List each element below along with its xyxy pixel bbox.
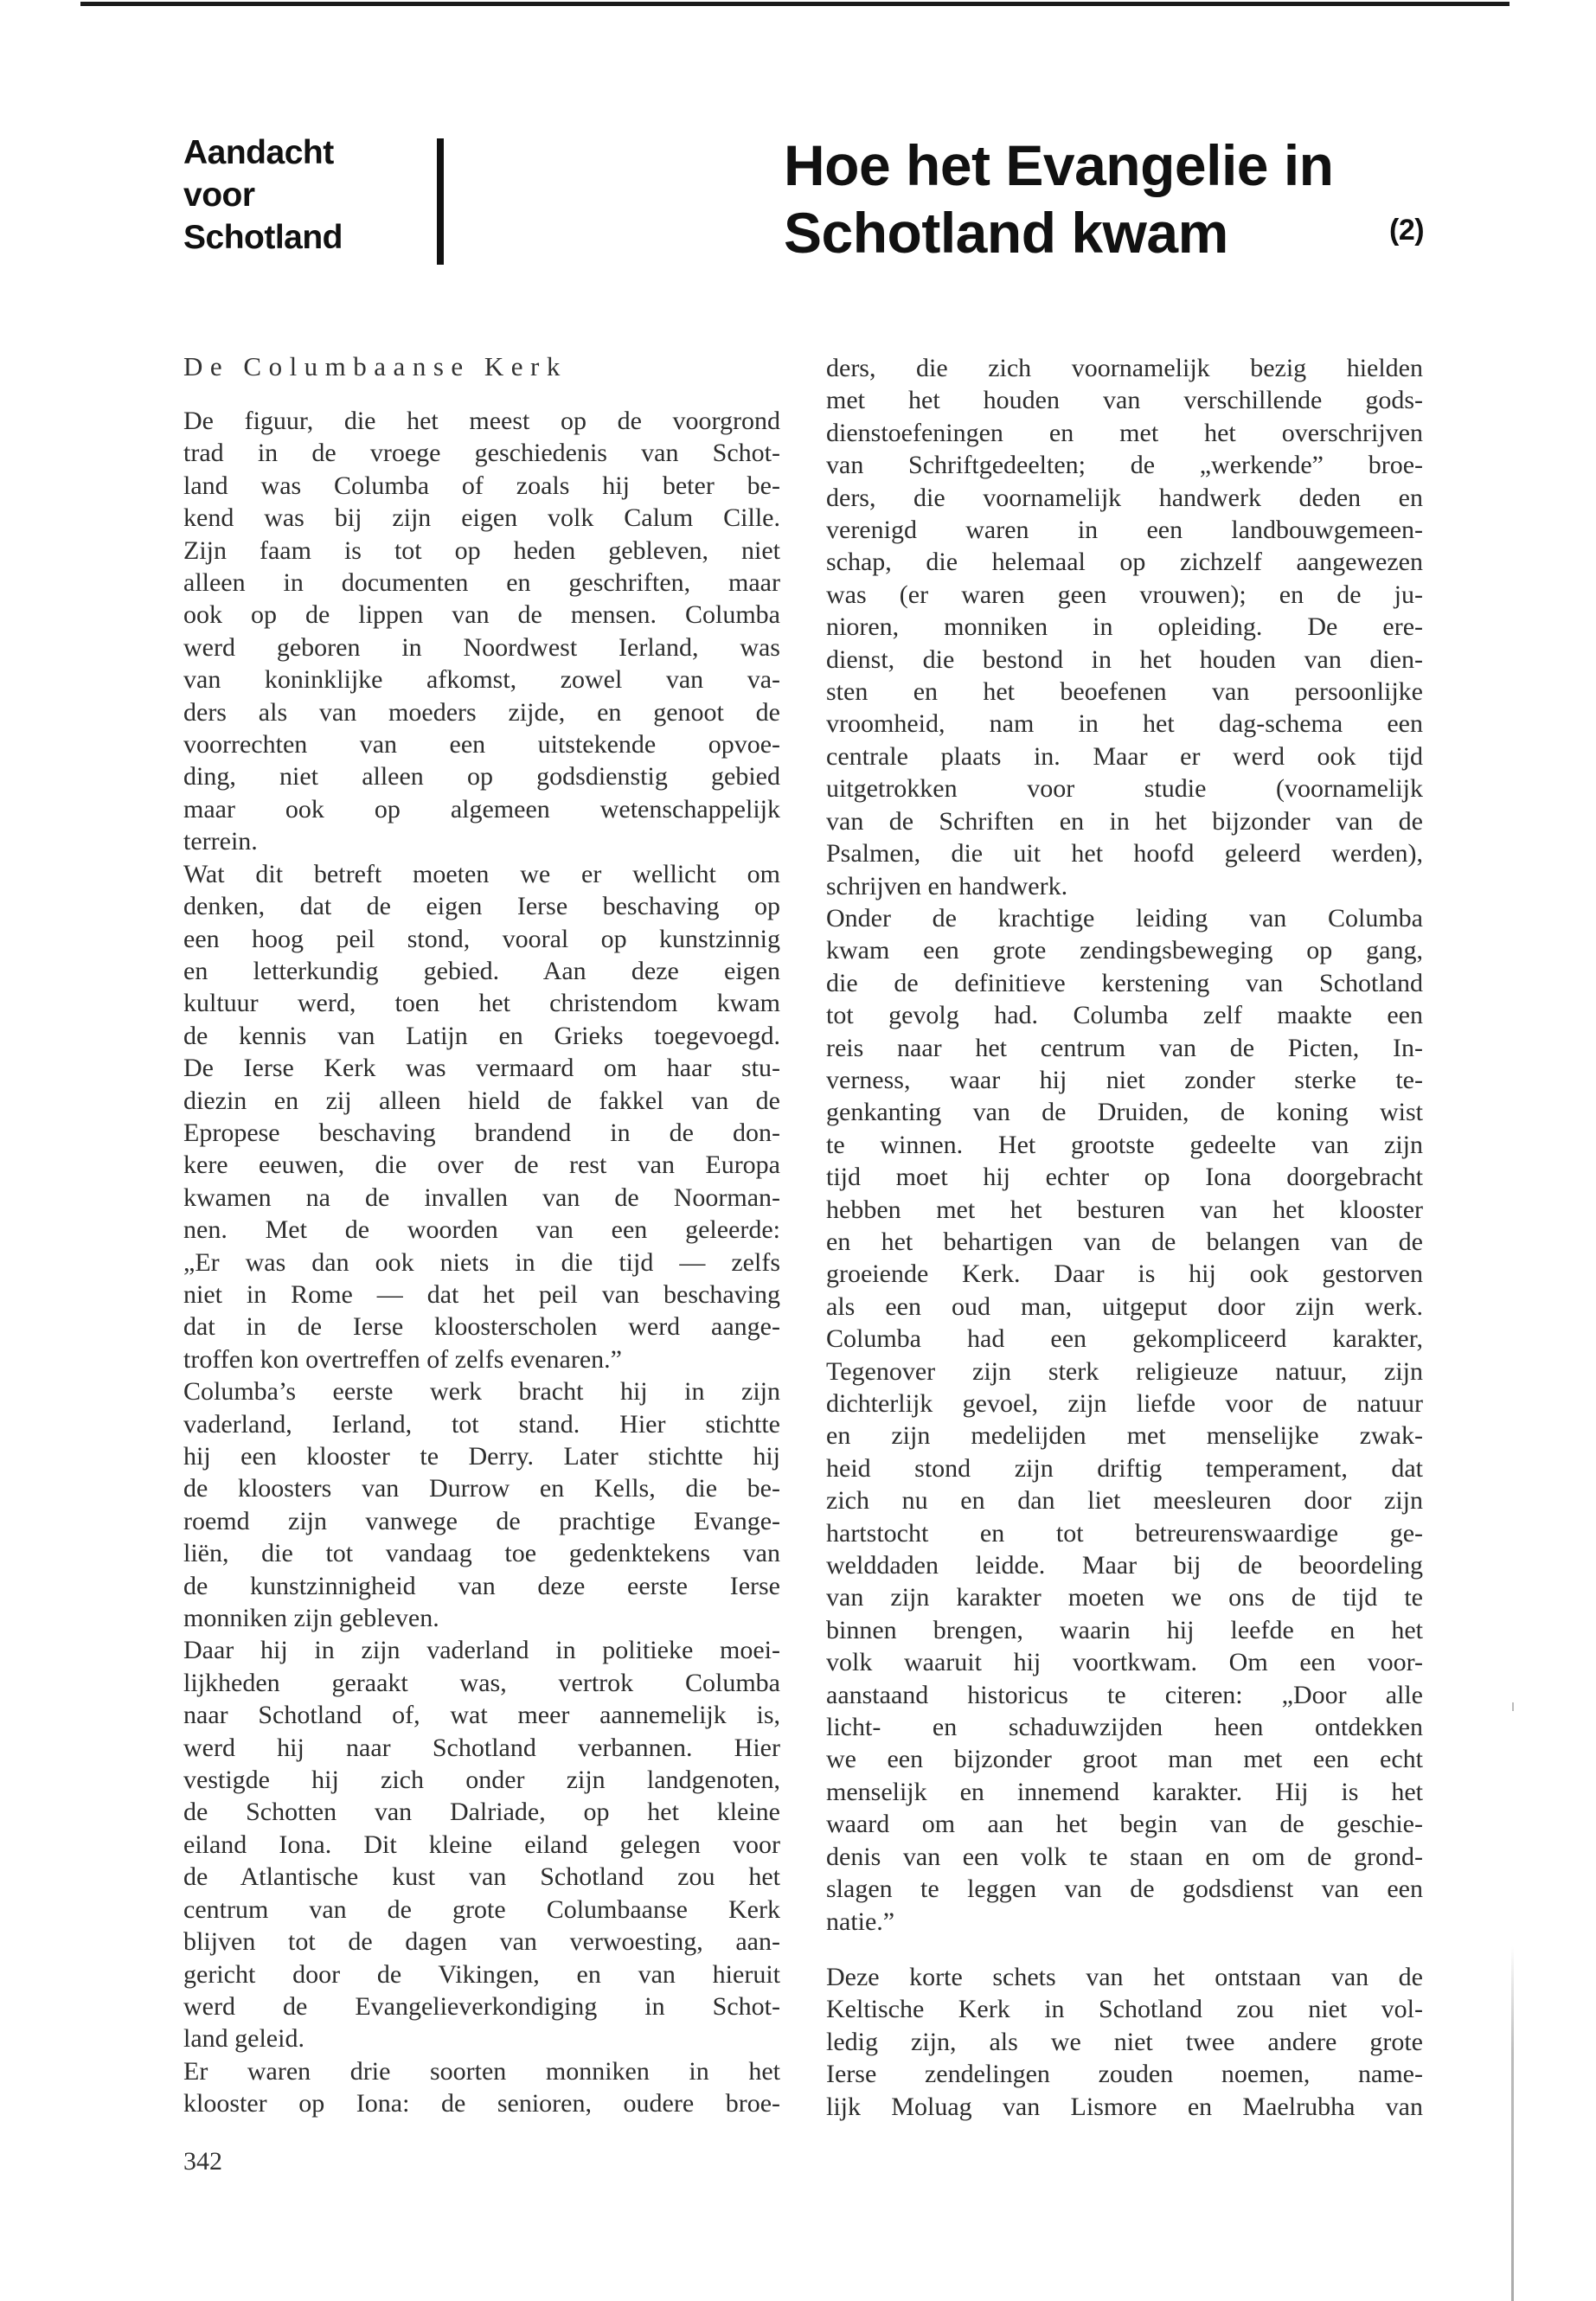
text-line: Deze korte schets van het ontstaan van de — [826, 1962, 1423, 1991]
page-number: 342 — [183, 2147, 222, 2176]
text-line: tot gevolg had. Columba zelf maakte een — [826, 1001, 1423, 1030]
text-line: van de Schriften en in het bijzonder van de — [826, 806, 1423, 836]
text-line: met het houden van verschillende gods- — [826, 386, 1423, 415]
paragraph — [183, 1375, 780, 1634]
text-line: werd geboren in Noordwest Ierland, was — [183, 632, 780, 662]
text-line: denken, dat de eigen Ierse beschaving op — [183, 892, 780, 921]
text-line: Psalmen, die uit het hoofd geleerd werden), — [826, 839, 1423, 868]
text-line: centrum van de grote Columbaanse Kerk — [183, 1894, 780, 1924]
section-heading: De Columbaanse Kerk — [183, 351, 567, 381]
title-part-number: (2) — [1389, 214, 1425, 247]
scan-speck — [1512, 1702, 1514, 1711]
text-line: kend was bij zijn eigen volk Calum Cille. — [183, 503, 780, 533]
text-line: dat in de Ierse kloosterscholen werd aange- — [183, 1312, 780, 1342]
text-line: werd hij naar Schotland verbannen. Hier — [183, 1733, 780, 1762]
text-line: van zijn karakter moeten we ons de tijd te — [826, 1583, 1423, 1612]
kicker-line: voor — [183, 176, 255, 214]
text-line: eiland Iona. Dit kleine eiland gelegen voor — [183, 1830, 780, 1859]
text-line: dienstoefeningen en met het overschrijven — [826, 418, 1423, 447]
text-line: maar ook op algemeen wetenschappelijk — [183, 794, 780, 824]
text-line: was (er waren geen vrouwen); en de ju- — [826, 580, 1423, 609]
text-line: dichterlijk gevoel, zijn liefde voor de natuur — [826, 1389, 1423, 1418]
text-line: monniken zijn gebleven. — [183, 1604, 439, 1633]
text-line: Er waren drie soorten monniken in het — [183, 2056, 780, 2086]
text-line: Keltische Kerk in Schotland zou niet vol- — [826, 1995, 1423, 2024]
text-line: voorrechten van een uitstekende opvoe- — [183, 730, 780, 760]
text-line: kere eeuwen, die over de rest van Europa — [183, 1150, 780, 1180]
paragraph — [183, 2055, 780, 2120]
text-line: vaderland, Ierland, tot stand. Hier stichtte — [183, 1409, 780, 1439]
text-line: kultuur werd, toen het christendom kwam — [183, 989, 780, 1018]
text-line: natie.” — [826, 1907, 895, 1936]
paragraph — [183, 405, 780, 858]
text-line: lijk Moluag van Lismore en Maelrubha van — [826, 2092, 1423, 2121]
text-line: kwamen na de invallen van de Noorman- — [183, 1183, 780, 1212]
text-line: en zijn medelijden met menselijke zwak- — [826, 1421, 1423, 1451]
text-line: binnen brengen, waarin hij leefde en het — [826, 1615, 1423, 1644]
text-line: terrein. — [183, 827, 258, 856]
text-line: klooster op Iona: de senioren, oudere broe- — [183, 2089, 780, 2118]
text-line: vroomheid, nam in het dag-schema een — [826, 709, 1423, 739]
scan-edge-shadow — [1511, 1946, 1514, 2301]
text-line: hij een klooster te Derry. Later stichtte hij — [183, 1442, 780, 1471]
title-line: Hoe het Evangelie in — [784, 133, 1334, 197]
text-line: Columba’s eerste werk bracht hij in zijn — [183, 1377, 780, 1407]
paragraph — [183, 858, 780, 1376]
text-line: ders als van moeders zijde, en genoot de — [183, 697, 780, 727]
text-line: roemd zijn vanwege de prachtige Evange- — [183, 1506, 780, 1535]
section-kicker — [183, 131, 343, 259]
kicker-divider-bar — [437, 138, 444, 265]
text-line: denis van een volk te staan en om de grond- — [826, 1842, 1423, 1871]
text-line: en letterkundig gebied. Aan deze eigen — [183, 956, 780, 985]
text-line: dienst, die bestond in het houden van dien- — [826, 644, 1423, 674]
text-line: naar Schotland of, wat meer aannemelijk is, — [183, 1701, 780, 1730]
text-line: Onder de krachtige leiding van Columba — [826, 903, 1423, 933]
text-line: ders, die zich voornamelijk bezig hielden — [826, 354, 1423, 382]
text-line: „Er was dan ook niets in die tijd — zelfs — [183, 1247, 780, 1277]
text-line: een hoog peil stond, vooral op kunstzinnig — [183, 924, 780, 953]
text-line: van Schriftgedeelten; de „werkende” broe- — [826, 451, 1423, 480]
text-line: liën, die tot vandaag toe gedenktekens van — [183, 1539, 780, 1568]
text-line: nen. Met de woorden van een geleerde: — [183, 1215, 780, 1245]
text-line: trad in de vroege geschiedenis van Schot- — [183, 439, 780, 468]
text-line: vestigde hij zich onder zijn landgenoten, — [183, 1766, 780, 1795]
text-line: uitgetrokken voor studie (voornamelijk — [826, 774, 1423, 804]
text-line: genkanting van de Druiden, de koning wist — [826, 1098, 1423, 1127]
text-line: lijkheden geraakt was, vertrok Columba — [183, 1668, 780, 1697]
text-line: Wat dit betreft moeten we er wellicht om — [183, 859, 780, 888]
text-line: welddaden leidde. Maar bij de beoordeling — [826, 1551, 1423, 1580]
text-line: nioren, monniken in opleiding. De ere- — [826, 612, 1423, 642]
text-line: de kunstzinnigheid van deze eerste Ierse — [183, 1571, 780, 1600]
text-line: blijven tot de dagen van verwoesting, aan- — [183, 1927, 780, 1957]
article-title — [784, 131, 1425, 266]
text-line: Zijn faam is tot op heden gebleven, niet — [183, 535, 780, 565]
text-line: de kennis van Latijn en Grieks toegevoegd. — [183, 1021, 780, 1050]
text-line: kwam een grote zendingsbeweging op gang, — [826, 936, 1423, 965]
text-line: groeiende Kerk. Daar is hij ook gestorven — [826, 1259, 1423, 1289]
title-line: Schotland kwam — [784, 201, 1228, 265]
text-line: licht- en schaduwzijden heen ontdekken — [826, 1713, 1423, 1742]
text-line: ook op de lippen van de mensen. Columba — [183, 600, 780, 630]
paragraph — [826, 902, 1423, 1938]
paragraph — [826, 1961, 1423, 2123]
text-line: verness, waar hij niet zonder sterke te- — [826, 1065, 1423, 1094]
text-line: ding, niet alleen op godsdienstig gebied — [183, 762, 780, 792]
text-line: troffen kon overtreffen of zelfs evenaren.” — [183, 1344, 622, 1374]
paragraph — [183, 1634, 780, 2054]
kicker-line: Schotland — [183, 219, 343, 256]
text-line: waard om aan het begin van de geschie- — [826, 1810, 1423, 1839]
paragraph — [826, 352, 1423, 902]
text-line: Ierse zendelingen zouden noemen, name- — [826, 2060, 1423, 2089]
text-line: schrijven en handwerk. — [826, 871, 1068, 901]
text-line: zich nu en dan liet meesleuren door zijn — [826, 1486, 1423, 1516]
text-line: Daar hij in zijn vaderland in politieke moei- — [183, 1636, 780, 1665]
text-line: tijd moet hij echter op Iona doorgebracht — [826, 1163, 1423, 1192]
text-line: sten en het beoefenen van persoonlijke — [826, 677, 1423, 707]
text-line: menselijk en innemend karakter. Hij is het — [826, 1777, 1423, 1806]
text-line: Epropese beschaving brandend in de don- — [183, 1118, 780, 1147]
text-line: werd de Evangelieverkondiging in Schot- — [183, 1991, 780, 2021]
text-line: die de definitieve kerstening van Schotland — [826, 968, 1423, 997]
text-line: volk waaruit hij voortkwam. Om een voor- — [826, 1648, 1423, 1677]
left-column — [183, 405, 780, 2120]
text-line: aanstaand historicus te citeren: „Door alle — [826, 1680, 1423, 1709]
text-line: als een oud man, uitgeput door zijn werk. — [826, 1292, 1423, 1321]
text-line: niet in Rome — dat het peil van beschaving — [183, 1279, 780, 1309]
text-line: Columba had een gekompliceerd karakter, — [826, 1324, 1423, 1354]
text-line: reis naar het centrum van de Picten, In- — [826, 1033, 1423, 1062]
text-line: hebben met het besturen van het klooster — [826, 1195, 1423, 1224]
text-line: De Ierse Kerk was vermaard om haar stu- — [183, 1054, 780, 1083]
text-line: land geleid. — [183, 2024, 304, 2054]
text-line: verenigd waren in een landbouwgemeen- — [826, 516, 1423, 545]
text-line: van koninklijke afkomst, zowel van va- — [183, 665, 780, 695]
text-line: alleen in documenten en geschriften, maar — [183, 568, 780, 598]
text-line: we een bijzonder groot man met een echt — [826, 1745, 1423, 1774]
text-line: diezin en zij alleen hield de fakkel van de — [183, 1086, 780, 1115]
text-line: gericht door de Vikingen, en van hieruit — [183, 1959, 780, 1989]
text-line: ders, die voornamelijk handwerk deden en — [826, 483, 1423, 512]
top-rule — [80, 2, 1509, 6]
text-line: schap, die helemaal op zichzelf aangewezen — [826, 548, 1423, 577]
text-line: centrale plaats in. Maar er werd ook tijd — [826, 741, 1423, 771]
kicker-line: Aandacht — [183, 134, 334, 171]
text-line: ledig zijn, als we niet twee andere grote — [826, 2027, 1423, 2056]
text-line: de kloosters van Durrow en Kells, die be- — [183, 1474, 780, 1503]
text-line: De figuur, die het meest op de voorgrond — [183, 407, 780, 435]
right-column — [826, 352, 1423, 2123]
text-line: slagen te leggen van de godsdienst van een — [826, 1875, 1423, 1904]
text-line: Tegenover zijn sterk religieuze natuur, zijn — [826, 1356, 1423, 1386]
text-line: de Schotten van Dalriade, op het kleine — [183, 1798, 780, 1827]
text-line: land was Columba of zoals hij beter be- — [183, 471, 780, 500]
text-line: heid stond zijn driftig temperament, dat — [826, 1453, 1423, 1483]
text-line: de Atlantische kust van Schotland zou het — [183, 1862, 780, 1892]
text-line: en het behartigen van de belangen van de — [826, 1227, 1423, 1256]
text-line: te winnen. Het grootste gedeelte van zijn — [826, 1130, 1423, 1159]
text-line: hartstocht en tot betreurenswaardige ge- — [826, 1518, 1423, 1548]
